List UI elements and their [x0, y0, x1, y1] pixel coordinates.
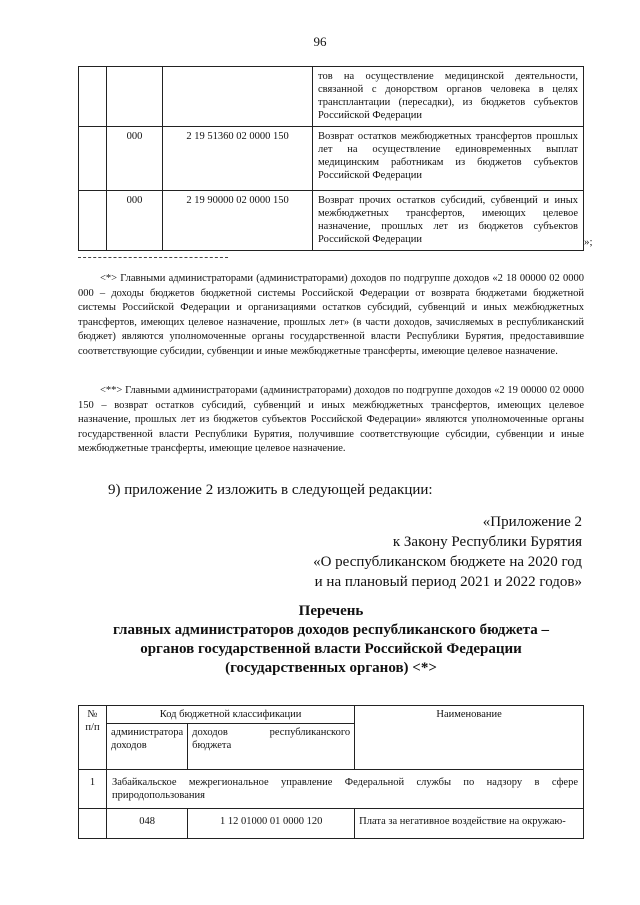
item-9: 9) приложение 2 изложить в следующей редакции:: [108, 482, 433, 498]
footnote-1: <*> Главными администраторами (администраторами) доходов по подгруппе доходов «2 18 00000 02 0000 000 – доходы бюджетов бюджетной системы Российской Федерации от возврата бюджетами бюджетной системы Российской Федерации и организациями остатков субсидий, субвенций и иных межбюджетных трансфертов, имеющих целевое назначение, прошлых лет» (в части доходов, зачисляемых в республиканский бюджет) являются уполномоченные органы государственной власти Республики Бурятия, предоставившие соответствующие субсидии, субвенции и иные межбюджетные трансферты, имеющие целевое назначение.: [78, 273, 584, 357]
table-cell: [79, 809, 107, 839]
page-number: 96: [313, 34, 327, 49]
table-row: [79, 770, 584, 809]
title-line: главных администраторов доходов республиканского бюджета –: [113, 622, 549, 638]
table-cell: [79, 191, 107, 251]
income-code-cell: [163, 67, 313, 127]
income-code-cell: 1 12 01000 01 0000 120: [188, 809, 355, 839]
table-row: [79, 67, 584, 127]
title-line: Перечень: [298, 603, 364, 619]
header-code: Код бюджетной классификации: [107, 706, 355, 724]
administrators-table: [78, 705, 584, 839]
org-number: 1: [79, 770, 107, 809]
header-num: № п/п: [79, 706, 107, 770]
description-cell: Возврат прочих остатков субсидий, субвенций и иных межбюджетных трансфертов, имеющих целевое назначение, прошлых лет из бюджетов субъектов Российской Федерации: [313, 191, 584, 251]
admin-code-cell: 048: [107, 809, 188, 839]
appendix-line: к Закону Республики Бурятия: [392, 534, 582, 550]
footnote-2: <**> Главными администраторами (администраторами) доходов по подгруппе доходов «2 19 00000 02 0000 150 – возврат остатков субсидий, субвенций и иных межбюджетных трансфертов, имеющих целевое назначение, прошлых лет из бюджетов субъектов Российской Федерации» являются уполномоченные органы государственной власти Республики Бурятия, получившие соответствующие субсидии, субвенции и иные межбюджетные трансферты, имеющие целевое назначение.: [78, 385, 584, 454]
title-line: органов государственной власти Российской Федерации: [140, 641, 522, 657]
admin-code-cell: [107, 67, 163, 127]
table-row: [79, 191, 584, 251]
appendix-line: и на плановый период 2021 и 2022 годов»: [314, 574, 582, 590]
closing-quote: »;: [584, 236, 593, 248]
table-header-row: [79, 706, 584, 724]
table-row: [79, 809, 584, 839]
income-code-cell: 2 19 90000 02 0000 150: [163, 191, 313, 251]
header-income: доходов республиканского бюджета: [188, 724, 355, 770]
table-cell: [79, 67, 107, 127]
table-cell: [79, 127, 107, 191]
appendix-line: «О республиканском бюджете на 2020 год: [313, 554, 582, 570]
admin-code-cell: 000: [107, 127, 163, 191]
top-table: [78, 66, 584, 251]
admin-code-cell: 000: [107, 191, 163, 251]
table-row: [79, 127, 584, 191]
description-cell: Плата за негативное воздействие на окружаю-: [355, 809, 584, 839]
income-code-cell: 2 19 51360 02 0000 150: [163, 127, 313, 191]
org-name: Забайкальское межрегиональное управление Федеральной службы по надзору в сфере природопользования: [107, 770, 584, 809]
header-name: Наименование: [355, 706, 584, 770]
description-cell: Возврат остатков межбюджетных трансфертов прошлых лет на осуществление единовременных выплат медицинским работникам из бюджетов субъектов Российской Федерации: [313, 127, 584, 191]
appendix-line: «Приложение 2: [482, 514, 582, 530]
footnote-divider: [78, 257, 228, 258]
title-line: (государственных органов) <*>: [225, 660, 437, 676]
header-admin: администратора доходов: [107, 724, 188, 770]
description-cell: тов на осуществление медицинской деятельности, связанной с донорством органов человека в целях трансплантации (пересадки), из бюджетов субъектов Российской Федерации: [313, 67, 584, 127]
document-title: [78, 602, 584, 678]
appendix-header: [280, 512, 582, 592]
